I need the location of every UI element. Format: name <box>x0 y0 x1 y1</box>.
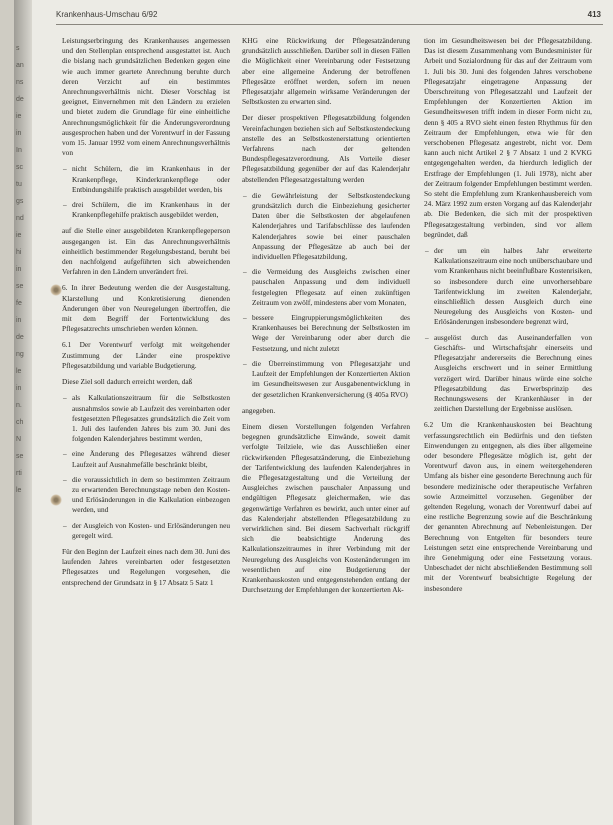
punch-hole-icon <box>50 494 62 506</box>
paragraph: angegeben. <box>242 405 276 415</box>
paragraph: KHG eine Rückwirkung der Pflegesatzänderung grundsätzlich ausschließen. Darüber soll in diesen Fällen die Möglichkeit einer Vereinbarung oder Festsetzung aber eine allgemeine Änderung der betroffenen Pflegesätze eröffnet werden, sofern im neuen Pflegesatzjahr allgemein wirksame Veränderungen der Selbstkosten zu erwarten sind. <box>242 36 410 107</box>
dash-list <box>424 246 592 414</box>
header-rule <box>56 24 603 25</box>
list-item: – die Vermeidung des Ausgleichs zwischen einer pauschalen Anpassung und dem individuell festgelegten Pflegesatz auf einen zukünftigen Zeitraum von zwölf, mindestens aber vom Monaten, <box>252 267 410 308</box>
paragraph: Diese Ziel soll dadurch erreicht werden, daß <box>62 377 193 387</box>
text-column-middle <box>242 36 410 601</box>
facing-page-edge-text: s an ns de ie in In sc tu gs nd ie hi in se fe in de ng le in n. ch N se rti le <box>16 45 24 494</box>
list-item: – der um ein halbes Jahr erweiterte Kalkulationszeitraum eine noch unüberschaubare und vom Krankenhaus nicht beeinflußbare Kostenrisiken, so insbesondere durch eine unvorhersehbare Tarifentwicklung im zweiten Kalenderjahr, einschließlich dessen Ausgleich durch eine Neuregelung des Ausgleichs von Kosten- und Erlösänderungen insbesondere begrenzt wird, <box>434 246 592 328</box>
page-header <box>56 10 603 22</box>
running-title: Krankenhaus-Umschau 6/92 <box>56 10 158 19</box>
dash-list <box>62 164 230 220</box>
list-item: – bessere Eingruppierungsmöglichkeiten des Krankenhauses bei Berechnung der Selbstkosten im Wege der Vereinbarung oder aber durch die Festsetzung, und nicht zuletzt <box>252 313 410 354</box>
dash-list <box>62 393 230 541</box>
paragraph: Einem diesen Vorstellungen folgenden Verfahren begegnen grundsätzliche Einwände, soweit damit verfolgte Teilziele, wie das Ausschließen einer rückwirkenden Pflegesatzänderung, die Einbeziehung der Tarifentwicklung des laufenden Kalenderjahres in die Pflegesatzgestaltung und die Verteilung der Ausgleiches zwischen pauschaler Anpassung und endgültigen Pflegesatz gleichermaßen, wie das gegenwärtige Verfahren es bewirkt, auch unter einer auf das Kalenderjahr abstellenden Pflegesatzbildung zu verwirklichen sind. Bei diesem Sachverhalt rückgriff sich die beabsichtigte Änderung des Kalkulationszeitraumes in ihrer Verbindung mit der Neuregelung des Ausgleichs von Kostenänderungen im wesentlichen auf eine Budgetierung der Krankenhauskosten und entgegenstehenden entlang der Durchsetzung der Empfehlungen der konzertierten Ak- <box>242 421 410 595</box>
text-column-left <box>62 36 230 594</box>
list-item: – nicht Schülern, die im Krankenhaus in der Krankenpflege, Kinderkrankenpflege oder Entbindungshilfe praktisch ausgebildet werden, bis <box>72 164 230 195</box>
paragraph: auf die Stelle einer ausgebildeten Krankenpflegeperson ausgegangen ist. Ein das Anrechnungsverhältnis einheitlich bestimmender Regelungsbestand, beruht bei den nachfolgend aufgeführten sich abweichenden Verfahren in den Ländern unverändert frei. <box>62 226 230 277</box>
list-item: – eine Änderung des Pflegesatzes während dieser Laufzeit auf Ausnahmefälle beschränkt bleibt, <box>72 449 230 469</box>
page-number: 413 <box>587 10 601 19</box>
dash-list <box>242 191 410 400</box>
text-column-right <box>424 36 592 600</box>
list-item: – drei Schülern, die im Krankenhaus in der Krankenpflegehilfe praktisch ausgebildet werden, <box>72 200 230 220</box>
list-item: – ausgelöst durch das Auseinanderfallen von Geschäfts- und Wirtschaftsjahr einerseits und Pflegesatzjahr andererseits die Berechnung eines Ausgleichs erschwert und in seiner Ermittlung verzögert wird. Darüber hinaus würde eine solche Pflegesatzbildung das Erwerbsprinzip des Rechnungswesens der Krankenhäuser in der zeitlichen Darstellung der Ergebnisse auslösen. <box>434 333 592 415</box>
list-item: – die Gewährleistung der Selbstkostendeckung grundsätzlich durch die Einbeziehung gesicherter Daten über die Selbstkosten der abgelaufenen Kalenderjahres und Tarifabschlüsse des laufenden Kalenderjahres sowie bei einer pauschalen Anpassung der Pflegesätze ab auch bei der individuellen Pflegesatzbildung, <box>252 191 410 262</box>
paragraph: 6. In ihrer Bedeutung werden die der Ausgestaltung, Klarstellung und Konkretisierung dienenden Änderungen über von Neuregelungen übertroffen, die mit dem Begriff der Fortentwicklung des Pflegesatzrechts umschrieben werden können. <box>62 283 230 334</box>
list-item: – die voraussichtlich in dem so bestimmten Zeitraum zu erwartenden Berechnungstage neben den Kosten- und Erlösänderungen in die Kalkulation einbezogen werden, und <box>72 475 230 516</box>
list-item: – als Kalkulationszeitraum für die Selbstkosten ausnahmslos sowie ab Laufzeit des vereinbarten oder festgesetzten Pflegesatzes grundsätzlich die Zeit vom 1. Juli des laufenden Jahres bis zum 30. Juni des folgenden Kalenderjahres bestimmt werden, <box>72 393 230 444</box>
paragraph: Für den Beginn der Laufzeit eines nach dem 30. Juni des laufenden Jahres vereinbarten oder festgesetzten Pflegesatzes und Regelungen vorgesehen, die entsprechend der Grundsatz in § 17 Absatz 5 Satz 1 <box>62 546 230 587</box>
list-item: – der Ausgleich von Kosten- und Erlösänderungen neu geregelt wird. <box>72 521 230 541</box>
paragraph: Der dieser prospektiven Pflegesatzbildung folgenden Vereinfachungen beziehen sich auf Selbstkostendeckung anstelle des an Selbstkostenerstattung orientierten Verfahrens nach der geltenden Bundespflegesatzverordnung. Als Vorteile dieser Pflegesatzbildung gegenüber der auf das Kalenderjahr abstellenden Pflegesatzgestaltung werden <box>242 113 410 184</box>
paragraph: tion im Gesundheitswesen bei der Pflegesatzbildung. Das ist diesem Zusammenhang vom Bundesminister für Arbeit und Sozialordnung für das auf der Zeitraum vom 1. Juli bis 30. Juni des folgenden Jahres verschobene Pflegesatzjahr eingetragene Anpassung der Überschreitung von Pflegesatzzahl und Laufzeit der Empfehlungen der Konzertierten Aktion im Gesundheitswesen trifft indem in dieser Form nicht zu, denn § 405 a RVO sieht einen festen Rhythmus für den Zeitraum der Empfehlungen, etwa wie für den verschobenen Pflegesatz angestrebt, nicht vor. Dem kann auch nicht Artikel 2 § 7 Absatz 1 und 2 KVKG entgegengehalten werden, da hierdurch lediglich der Erstfrage der Empfehlungen (1. Juli 1978), nicht aber der Zeitraum folgender Empfehlungen bestimmt werden. So steht die Empfehlung zum Krankenhausbereich vom 24. März 1992 zum ersten Vorgang auf das Kalenderjahr ab. Die Bedenken, die sich mit der prospektiven Pflegesatzgestaltung verbinden, sind vor allem begründet, daß <box>424 36 592 239</box>
document-page <box>14 0 613 825</box>
punch-hole-icon <box>50 284 62 296</box>
list-item: – die Überreinstimmung von Pflegesatzjahr und Laufzeit der Empfehlungen der Konzertierten Aktion im Gesundheitswesen zur Ausgabenentwicklung in der gesetzlichen Krankenversicherung (§ 405a RVO) <box>252 359 410 400</box>
paragraph: Leistungserbringung des Krankenhauses angemessen und den Stellenplan entsprechend ausgestattet ist. Auch die bislang nach grundsätzlichen Bedenken gegen eine wie auch immer geartete Anrechnung beruhte durch deren Verzicht auf ein bestimmtes Anrechnungsverhältnis nicht. Dieser Vorschlag ist geeignet, Einvernehmen mit den Ländern zu erzielen und bietet zudem die Grundlage für eine einheitliche Anrechnungsmöglichkeit für die Änderungsverordnung ausgesprochen haben und der Vorentwurf in der Fassung vom 15. Januar 1992 vom einem Anrechnungsverhältnis von <box>62 36 230 158</box>
paragraph: 6.1 Der Vorentwurf verfolgt mit weitgehender Zustimmung der Länder eine prospektive Pflegesatzbildung und variable Budgetierung. <box>62 340 230 370</box>
paragraph: 6.2 Um die Krankenhauskosten bei Beachtung verfassungsrechtlich ein Bedürfnis und den tiefsten Einwendungen zu entgegnen, als dies über allgemeine oder besondere Pflegesätze möglich ist, geht der Vorentwurf davon aus, in einem weitergehenderen Umfang als bisher eine gesonderte Berechnung auch für besondere medizinische oder therapeutische Verfahren sowie Arzneimittel vorzusehen. Gegenüber der geltenden Regelung, wonach der Vorentwurf dabei auf eine restliche Begrenzung sowie auf die Beschränkung der genannten Abrechnung auf Nebenleistungen. Der Berechnung von Entgelten für besonders teure Leistungen setzt eine entsprechende Vereinbarung und ihre Genehmigung oder eine Festsetzung voraus. Unbeschadet der nicht abschließenden Bestimmung soll mit der Vorentwurf beabsichtigte Regelung der insbesondere <box>424 420 592 593</box>
